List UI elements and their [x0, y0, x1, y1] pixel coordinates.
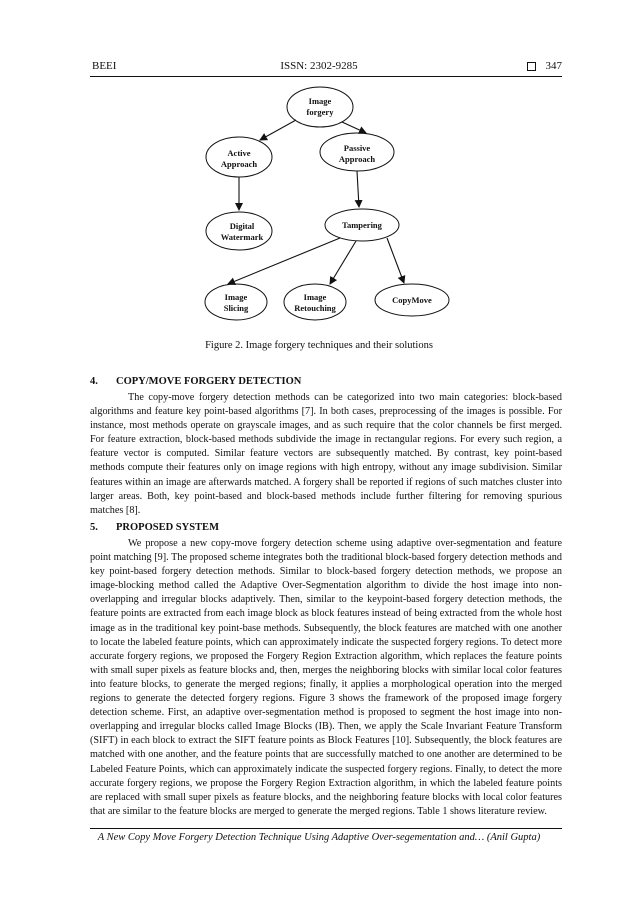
issn: ISSN: 2302-9285	[280, 60, 358, 72]
section-number: 5.	[90, 522, 98, 533]
node-label: Image	[303, 292, 327, 302]
figure-caption: Figure 2. Image forgery techniques and their solutions	[205, 340, 433, 351]
node-label: Watermark	[220, 232, 264, 242]
node-label: Slicing	[223, 303, 249, 313]
node-digital-watermark	[206, 212, 272, 250]
section-4-heading	[90, 376, 301, 387]
node-label: CopyMove	[392, 295, 432, 305]
node-label: forgery	[306, 107, 334, 117]
node-image-slicing	[205, 284, 267, 320]
edge-tampering-retouching	[330, 241, 356, 284]
section-title: PROPOSED SYSTEM	[116, 522, 219, 533]
edge-root-active	[260, 120, 296, 140]
forgery-tree-diagram	[0, 0, 638, 370]
node-label: Tampering	[342, 220, 382, 230]
section-5-heading	[90, 522, 219, 533]
section-4-body: The copy-move forgery detection methods can be categorized into two main categories: block-based algorithms and feature key point-based algorithms [7]. In both cases, preprocessing of the images is possible. For instance, most methods operate on grayscale images, and as such require that the color channels be first merged. For feature extraction, block-based methods subdivide the image in rectangular regions. For every such region, a feature vector is computed. Similar feature vectors are subsequently matched. By contrast, key point-based methods compute their features only on image regions with high entropy, without any image subdivision. Similar features within an image are afterwards matched. A forgery shall be reported if regions of such matches cluster into larger areas. Both, key point-based and block-based methods include further filtering for removing spurious matches [8].	[90, 392, 562, 516]
node-label: Approach	[220, 159, 258, 169]
node-label: Image	[224, 292, 248, 302]
edge-passive-tampering	[357, 171, 359, 207]
section-5-body: We propose a new copy-move forgery detection scheme using adaptive over-segmentation and feature point matching [9]. The proposed scheme integrates both the traditional block-based forgery detection methods and key point-based forgery detection methods. Similar to block-based forgery detection methods, we propose an image-blocking method called the Adaptive Over-Segmentation algorithm to divide the host image into non-overlapping and irregular blocks adaptively. Then, similar to the keypoint-based forgery detection methods, the feature points are extracted from each image block as block features instead of being extracted from the whole host image as in the traditional key point-base methods. Subsequently, the block features are matched with one another to locate the labeled feature points, which can approximately indicate the suspected forgery regions. To detect more accurate forgery regions, we proposed the Forgery Region Extraction algorithm, which replaces the feature points with small super pixels as feature blocks and, then, merges the neighboring blocks with similar local color features into feature blocks, to generate the merged regions; finally, it applies a morphological operation into the merged regions to generate the detected forgery regions. Figure 3 shows the framework of the proposed image forgery detection scheme. First, an adaptive over-segmentation method is proposed to segment the host image into non-overlapping and irregular blocks called Image Blocks (IB). Then, we apply the Scale Invariant Feature Transform (SIFT) in each block to extract the SIFT feature points as Block Features [10]. Subsequently, the block features are matched with one another, and the feature points that are successfully matched to one another are determined to be Labeled Feature Points, which can approximately indicate the suspected forgery regions. Finally, to detect the more accurate forgery regions, we propose the Forgery Region Extraction algorithm, in which the labeled feature points are replaced with small super pixels as feature blocks, and the neighboring feature blocks with local color features that are similar to the feature blocks are merged to generate the merged regions. Table 1 shows literature review.	[90, 538, 562, 817]
node-label: Retouching	[294, 303, 336, 313]
running-footer: A New Copy Move Forgery Detection Technique Using Adaptive Over-segementation and… (Anil Gupta)	[97, 832, 541, 843]
node-label: Image	[308, 96, 332, 106]
node-label: Digital	[229, 221, 255, 231]
page-number: 347	[545, 60, 562, 72]
section-title: COPY/MOVE FORGERY DETECTION	[116, 376, 302, 387]
section-number: 4.	[90, 376, 98, 387]
node-label: Passive	[343, 143, 371, 153]
footer-rule	[90, 828, 562, 829]
edge-tampering-copymove	[387, 238, 404, 283]
node-image-retouching	[284, 284, 346, 320]
node-label: Active	[227, 148, 251, 158]
node-label: Approach	[338, 154, 376, 164]
edge-root-passive	[342, 122, 366, 133]
journal-name: BEEI	[92, 60, 117, 72]
